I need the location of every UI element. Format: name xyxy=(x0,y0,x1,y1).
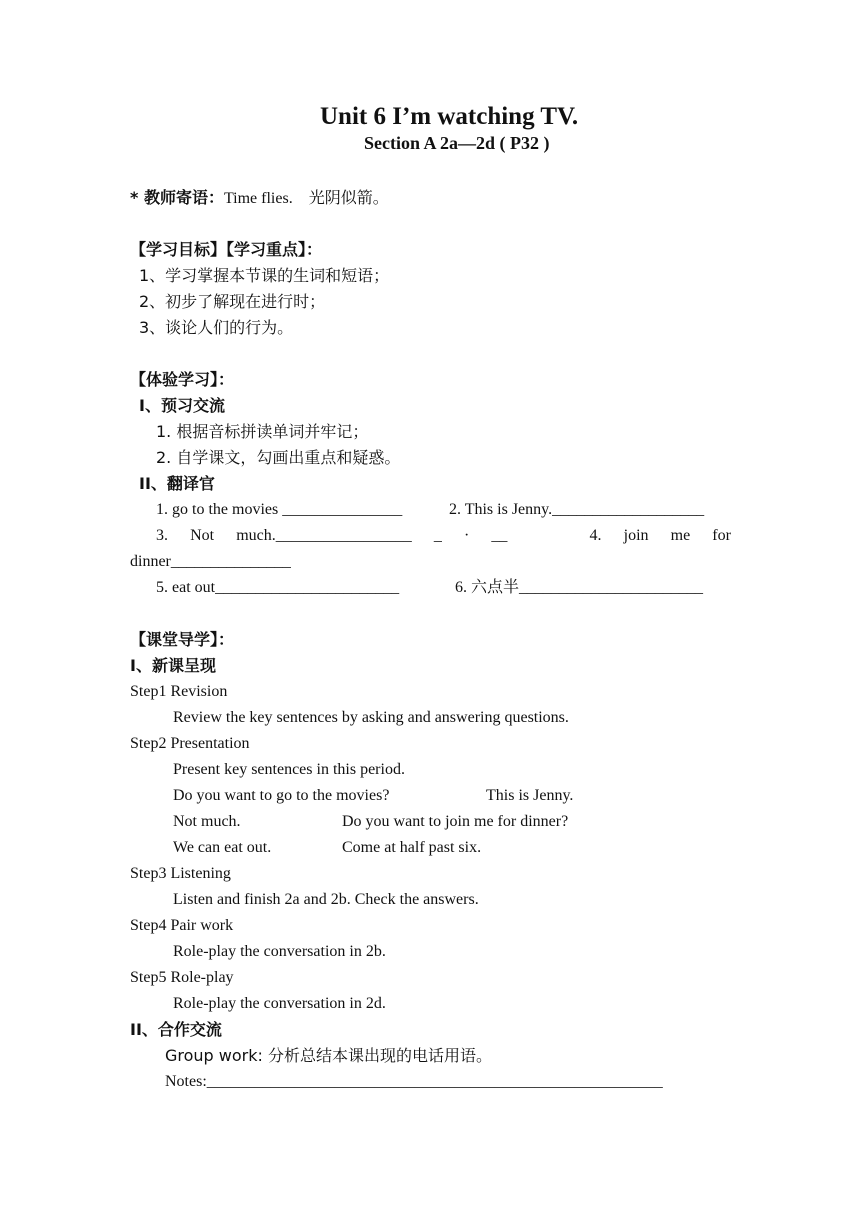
group-work: Group work: 分析总结本课出现的电话用语。 xyxy=(165,1046,492,1065)
key-sentence: We can eat out. xyxy=(173,839,272,856)
goal-item: 2、初步了解现在进行时； xyxy=(139,292,326,311)
step1-label: Step1 Revision xyxy=(130,683,228,700)
page-title: Unit 6 I’m watching TV. xyxy=(320,103,579,130)
goal-item: 1、学习掌握本节课的生词和短语； xyxy=(139,266,390,285)
key-sentence: Do you want to go to the movies? xyxy=(173,787,390,804)
key-sentence: Come at half past six. xyxy=(342,839,482,856)
motto-prefix: * 教师寄语： xyxy=(130,188,224,207)
translate-q1: 1. go to the movies _______________ xyxy=(156,501,403,518)
key-sentence: Not much. xyxy=(173,813,241,830)
classroom-heading: 【课堂导学】： xyxy=(130,630,235,649)
motto-chinese: 光阴似箭。 xyxy=(308,188,389,207)
preview-heading: I、预习交流 xyxy=(139,396,225,415)
preview-item: 1. 根据音标拼读单词并牢记； xyxy=(156,422,369,441)
key-sentence: Do you want to join me for dinner? xyxy=(342,813,569,830)
teacher-motto xyxy=(130,188,389,209)
q3-word: _ xyxy=(433,527,442,544)
q4-word: 4. xyxy=(589,527,602,544)
q3-word: Not xyxy=(190,527,215,544)
notes-line: Notes:_________________________________________________________ xyxy=(165,1073,663,1090)
q3-word: · xyxy=(463,527,470,544)
step4-label: Step4 Pair work xyxy=(130,917,234,934)
step2-text: Present key sentences in this period. xyxy=(173,761,405,778)
cooperation-heading: II、合作交流 xyxy=(130,1020,222,1039)
translate-q2: 2. This is Jenny.___________________ xyxy=(449,501,705,518)
step3-text: Listen and finish 2a and 2b. Check the answers. xyxy=(173,891,479,908)
translate-q5: 5. eat out_______________________ xyxy=(156,579,400,596)
q4-word: me xyxy=(670,527,691,544)
key-sentence: This is Jenny. xyxy=(486,787,574,804)
step5-text: Role-play the conversation in 2d. xyxy=(173,995,386,1012)
step5-label: Step5 Role-play xyxy=(130,969,234,986)
goals-heading: 【学习目标】【学习重点】： xyxy=(130,240,323,259)
step3-label: Step3 Listening xyxy=(130,865,231,882)
translate-q6: 6. 六点半_______________________ xyxy=(455,579,704,596)
page-subtitle: Section A 2a—2d ( P32 ) xyxy=(364,133,550,153)
translate-heading: II、翻译官 xyxy=(139,474,215,493)
goal-item: 3、谈论人们的行为。 xyxy=(139,318,294,337)
step4-text: Role-play the conversation in 2b. xyxy=(173,943,386,960)
q3-word: much._________________ xyxy=(236,527,412,544)
new-lesson-heading: I、新课呈现 xyxy=(130,656,216,675)
preview-item: 2. 自学课文，勾画出重点和疑惑。 xyxy=(156,448,401,467)
q3-word: __ xyxy=(491,527,508,544)
motto-text: Time flies. xyxy=(223,190,293,207)
q4-word: for xyxy=(712,527,731,544)
translate-q4-cont: dinner_______________ xyxy=(130,553,291,570)
q4-word: join xyxy=(623,527,649,544)
step2-label: Step2 Presentation xyxy=(130,735,250,752)
q3-word: 3. xyxy=(156,527,168,544)
experience-heading: 【体验学习】： xyxy=(130,370,235,389)
step1-text: Review the key sentences by asking and answering questions. xyxy=(173,709,569,726)
translate-q3-q4-line xyxy=(130,526,731,546)
